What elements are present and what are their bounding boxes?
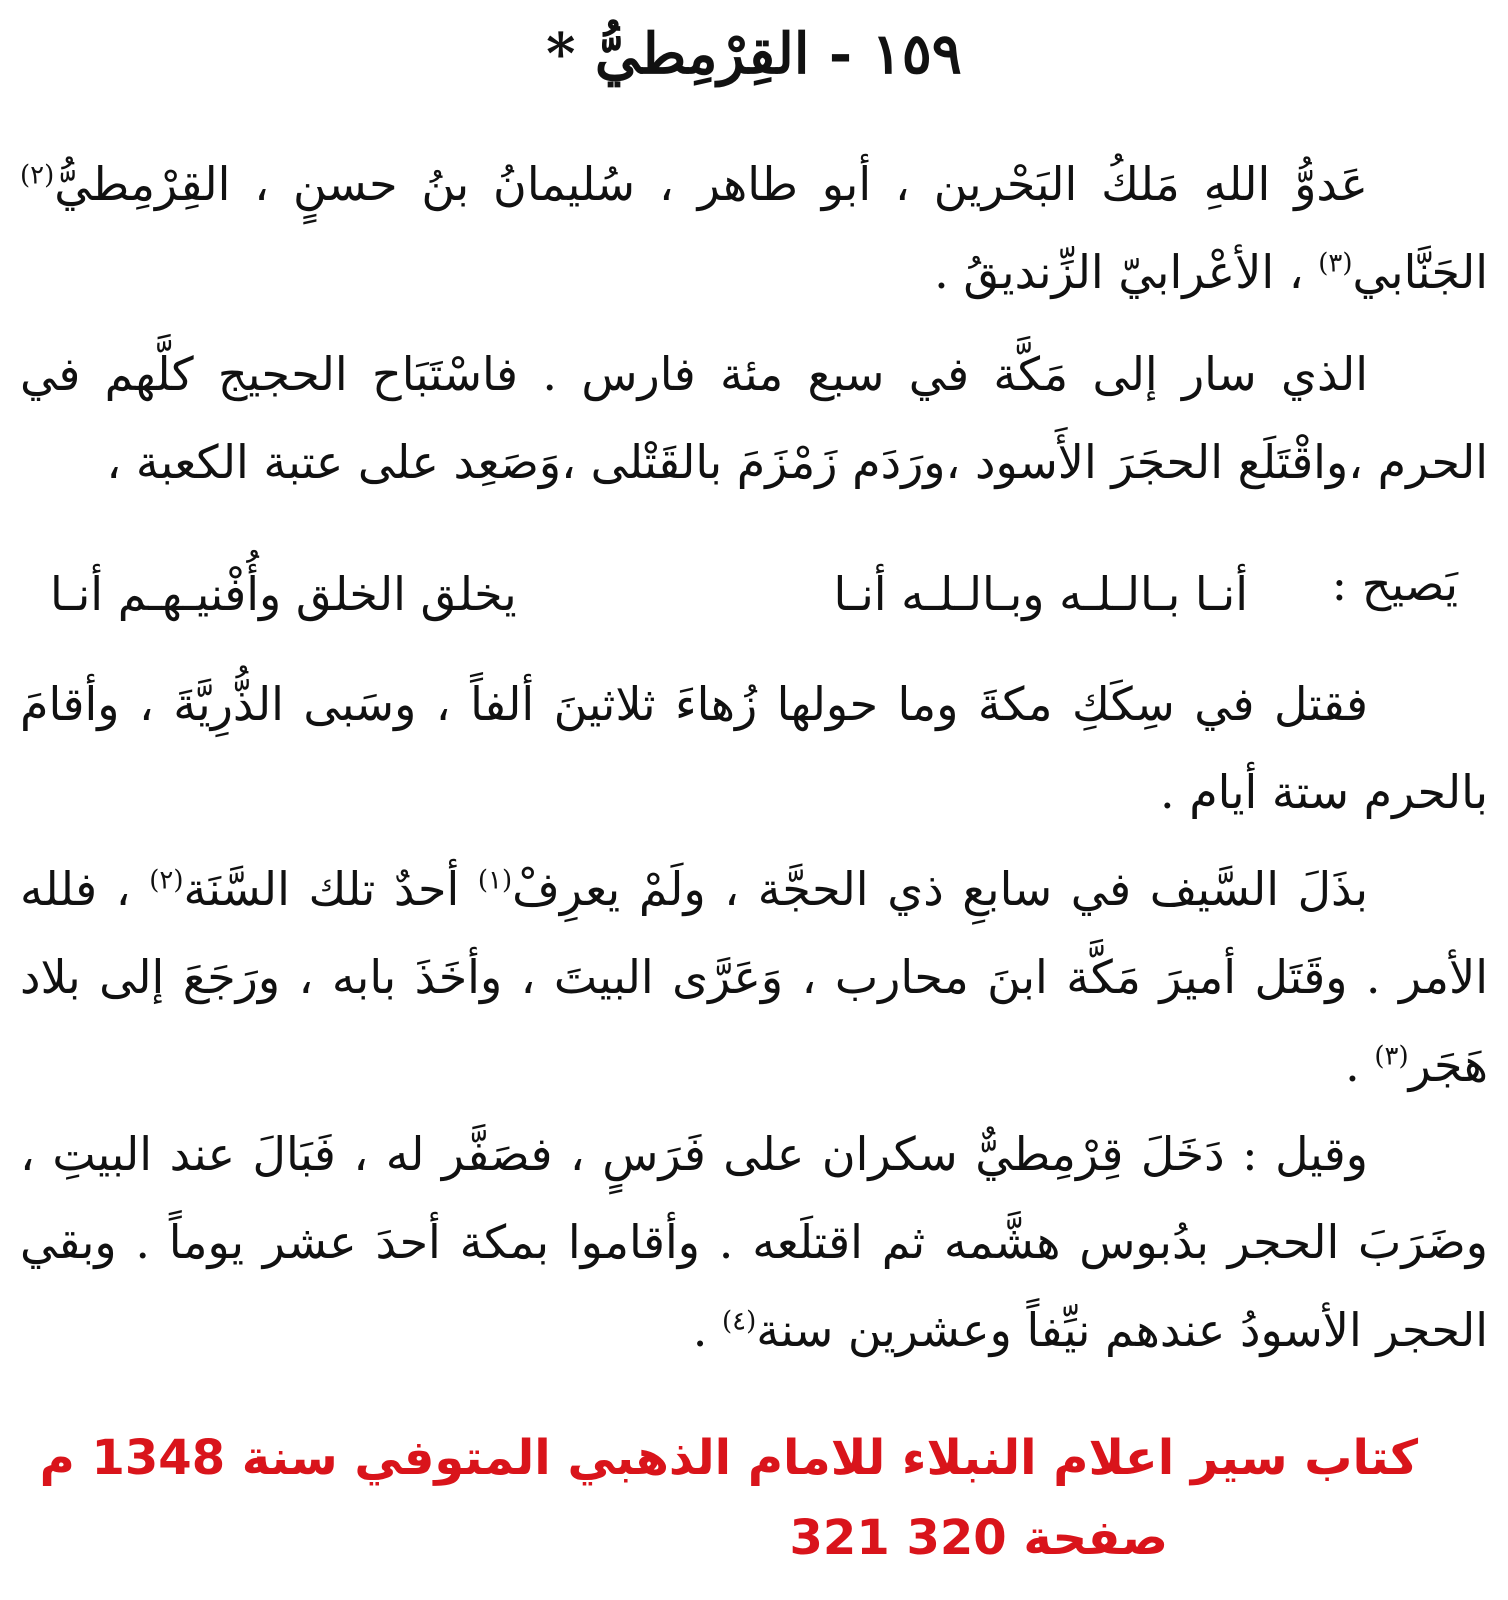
paragraph-4 [20, 845, 1488, 1109]
paragraph-1-text-a: عَدوُّ اللهِ مَلكُ البَحْرين ، أبو طاهر ، سُليمانُ بنُ حسنٍ ، القِرْمِطيُّ [54, 157, 1368, 211]
paragraph-4-text-a: بذَلَ السَّيف في سابعِ ذي الحجَّة ، ولَمْ يعرِفْ [512, 862, 1369, 916]
page-title: ١٥٩ - القِرْمِطيُّ * [546, 21, 962, 87]
paragraph-1-text-c: ، الأعْرابيّ الزِّنديقُ . [934, 245, 1319, 299]
paragraph-1-text-b: الجَنَّابي [1352, 245, 1488, 299]
footnote-ref: (٣) [1318, 248, 1353, 279]
source-citation [18, 1418, 1418, 1578]
paragraph-5-text-a: وقيل : دَخَلَ قِرْمِطيٌّ سكران على فَرَسٍ ، فصَفَّر له ، فَبَالَ عند البيتِ ، وضَرَبَ الحجر بدُبوس هشَّمه ثم اقتلَعه . وأقاموا بمكة أحدَ عشر يوماً . وبقي الحجر الأسودُ عندهم نيِّفاً وعشرين سنة [20, 1127, 1488, 1357]
paragraph-5-text-b: . [692, 1303, 722, 1357]
poetry-verse [20, 540, 1488, 628]
paragraph-2 [20, 330, 1488, 506]
footnote-ref: (٢) [149, 865, 184, 896]
footnote-ref: (٢) [20, 160, 55, 191]
paragraph-2-text: الذي سار إلى مَكَّة في سبع مئة فارس . فاسْتَبَاح الحجيج كلَّهم في الحرم ،واقْتَلَع الحجَرَ الأَسود ،ورَدَم زَمْزَمَ بالقَتْلى ،وَصَعِد على عتبة الكعبة ، [20, 347, 1488, 489]
paragraph-4-text-c: ، فلله الأمر . وقَتَل أميرَ مَكَّة ابنَ محارب ، وَعَرَّى البيتَ ، وأخَذَ بابه ، ورَجَعَ إلى بلاد هَجَر [20, 862, 1488, 1092]
verse-hemistich-2: يخلق الخلق وأُفْنيـهـم أنـا [50, 567, 517, 621]
paragraph-3 [20, 660, 1488, 836]
citation-line-2: صفحة 320 321 [789, 1510, 1168, 1566]
footnote-ref: (٤) [721, 1306, 757, 1337]
footnote-ref: (١) [477, 865, 513, 896]
citation-line-1: كتاب سير اعلام النبلاء للامام الذهبي المتوفي سنة 1348 م [39, 1430, 1418, 1486]
paragraph-5 [20, 1110, 1488, 1374]
footnote-ref: (٣) [1374, 1041, 1409, 1072]
paragraph-3-text: فقتل في سِكَكِ مكةَ وما حولها زُهاءَ ثلاثينَ ألفاً ، وسَبى الذُّرِيَّةَ ، وأقامَ بالحرم ستة أيام . [20, 677, 1488, 819]
paragraph-4-text-b: أحدٌ تلك السَّنَة [183, 862, 478, 916]
verse-lead: يَصيح : [1331, 557, 1458, 611]
verse-hemistich-1: أنـا بـالـلـه وبـالـلـه أنـا [833, 567, 1248, 621]
paragraph-1 [20, 140, 1488, 316]
paragraph-4-text-d: . [1345, 1038, 1375, 1092]
